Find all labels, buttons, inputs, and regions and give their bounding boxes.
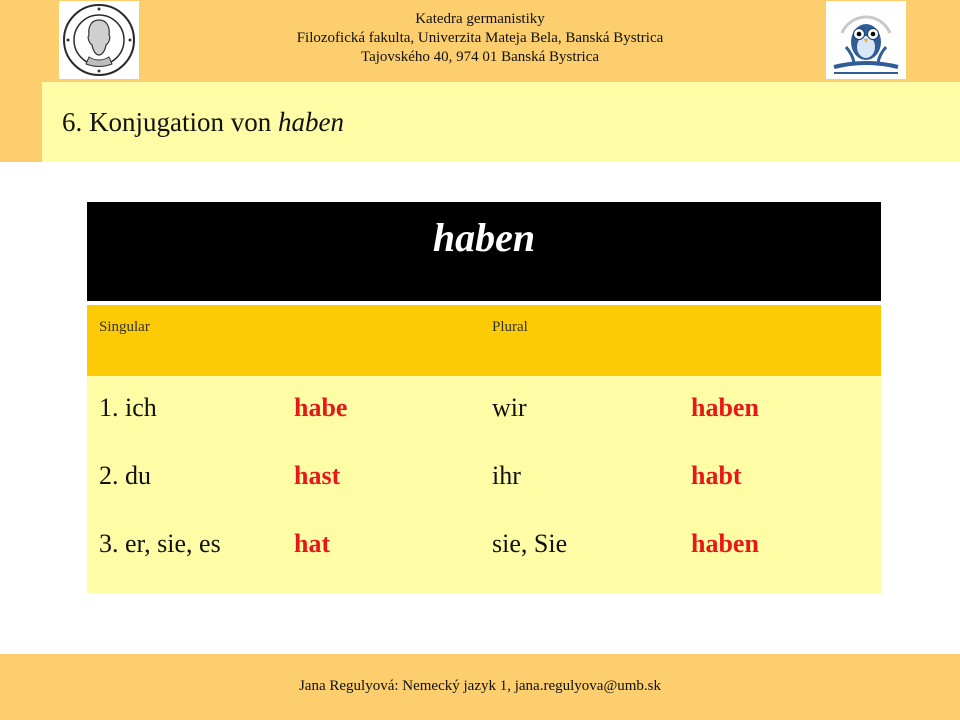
verb-form-plural: haben xyxy=(691,393,759,422)
verb-form-singular: hat xyxy=(294,529,331,558)
owl-icon xyxy=(826,1,906,79)
faculty-university: Filozofická fakulta, Univerzita Mateja Bela, Banská Bystrica xyxy=(296,30,664,46)
table-row xyxy=(87,388,881,428)
table-subheader xyxy=(87,305,881,376)
verb-form-singular: hast xyxy=(294,461,341,490)
pronoun-plural: wir xyxy=(492,393,527,422)
header-text xyxy=(200,10,760,67)
title-accent-bar xyxy=(0,82,42,162)
title-band xyxy=(0,82,960,162)
slide-title-verb: haben xyxy=(278,107,344,137)
department-name: Katedra germanistiky xyxy=(415,11,545,27)
verb-form-plural: habt xyxy=(691,461,742,490)
column-header-plural: Plural xyxy=(492,319,528,335)
pronoun-singular: 3. er, sie, es xyxy=(99,529,221,558)
footer-band xyxy=(0,654,960,720)
column-header-singular: Singular xyxy=(99,319,150,335)
university-seal-logo xyxy=(59,1,139,79)
header-band xyxy=(0,0,960,82)
pronoun-singular: 2. du xyxy=(99,461,151,490)
slide-title-prefix: 6. Konjugation von xyxy=(62,107,278,137)
pronoun-plural: sie, Sie xyxy=(492,529,568,558)
pronoun-plural: ihr xyxy=(492,461,521,490)
verb-form-singular: habe xyxy=(294,393,348,422)
address: Tajovského 40, 974 01 Banská Bystrica xyxy=(360,49,600,65)
table-row xyxy=(87,524,881,564)
university-seal-icon xyxy=(59,1,139,79)
table-body xyxy=(87,376,881,593)
verb-form-plural: haben xyxy=(691,529,759,558)
conjugation-table xyxy=(87,202,881,593)
slide-title xyxy=(62,107,344,138)
faculty-owl-logo xyxy=(826,1,906,79)
table-row xyxy=(87,456,881,496)
footer-credit: Jana Regulyová: Nemecký jazyk 1, jana.regulyova@umb.sk xyxy=(298,678,662,694)
table-heading: haben xyxy=(87,202,881,301)
pronoun-singular: 1. ich xyxy=(99,393,157,422)
